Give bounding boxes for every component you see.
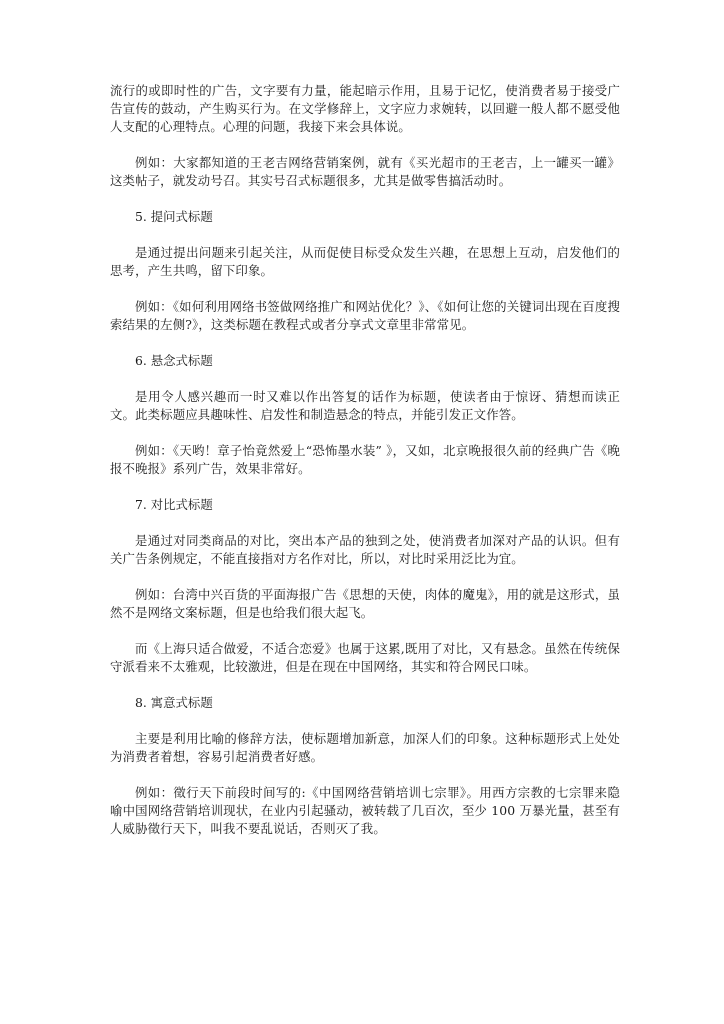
heading-suspense-title: 6. 悬念式标题 [135, 353, 213, 368]
paragraph-contrast-desc: 是通过对同类商品的对比，突出本产品的独到之处，使消费者加深对产品的认识。但有关广告条例规定，不能直接指对方名作对比，所以，对比时采用泛比为宜。 [110, 533, 620, 566]
paragraph-metaphor-example: 例如：徵行天下前段时间写的:《中国网络营销培训七宗罪》。用西方宗教的七宗罪来隐喻中国网络营销培训现状，在业内引起骚动，被转载了几百次，至少 100 万暴光量，甚至有人威胁徵行天下，叫我不要乱说话，否则灭了我。 [110, 785, 620, 836]
heading-contrast-title: 7. 对比式标题 [135, 497, 213, 512]
paragraph-question-example: 例如：《如何利用网络书签做网络推广和网站优化？》、《如何让您的关键词出现在百度搜索结果的左侧?》，这类标题在教程式或者分享式文章里非常常见。 [110, 299, 620, 332]
paragraph-question-desc: 是通过提出问题来引起关注，从而促使目标受众发生兴趣，在思想上互动，启发他们的思考，产生共鸣，留下印象。 [110, 245, 620, 278]
heading-metaphor-title: 8. 寓意式标题 [135, 695, 213, 710]
heading-question-title: 5. 提问式标题 [135, 209, 213, 224]
paragraph-intro: 流行的或即时性的广告，文字要有力量，能起暗示作用，且易于记忆，使消费者易于接受广告宣传的鼓动，产生购买行为。在文学修辞上，文字应力求婉转，以回避一般人都不愿受他人支配的心理特点。心理的问题，我接下来会具体说。 [110, 83, 620, 134]
document-page [110, 82, 620, 838]
paragraph-contrast-example: 例如：台湾中兴百货的平面海报广告《思想的天使，肉体的魔鬼》，用的就是这形式，虽然不是网络文案标题，但是也给我们很大起飞。 [110, 587, 620, 620]
paragraph-suspense-example: 例如：《天哟！章子怡竟然爱上“恐怖墨水装” 》，又如，北京晚报很久前的经典广告《晚报不晚报》系列广告，效果非常好。 [110, 443, 620, 476]
paragraph-metaphor-desc: 主要是利用比喻的修辞方法，使标题增加新意，加深人们的印象。这种标题形式上处处为消费者着想，容易引起消费者好感。 [110, 731, 620, 764]
paragraph-suspense-desc: 是用令人感兴趣而一时又难以作出答复的话作为标题，使读者由于惊讶、猜想而读正文。此类标题应具趣味性、启发性和制造悬念的特点，并能引发正文作答。 [110, 389, 620, 422]
paragraph-example-wanglaoji: 例如：大家都知道的王老吉网络营销案例，就有《买光超市的王老吉，上一罐买一罐》这类帖子，就发动号召。其实号召式标题很多，尤其是做零售搞活动时。 [110, 155, 620, 188]
paragraph-contrast-example-shanghai: 而《上海只适合做爱，不适合恋爱》也属于这累,既用了对比，又有悬念。虽然在传统保守派看来不太雅观，比较激进，但是在现在中国网络，其实和符合网民口味。 [110, 641, 620, 674]
